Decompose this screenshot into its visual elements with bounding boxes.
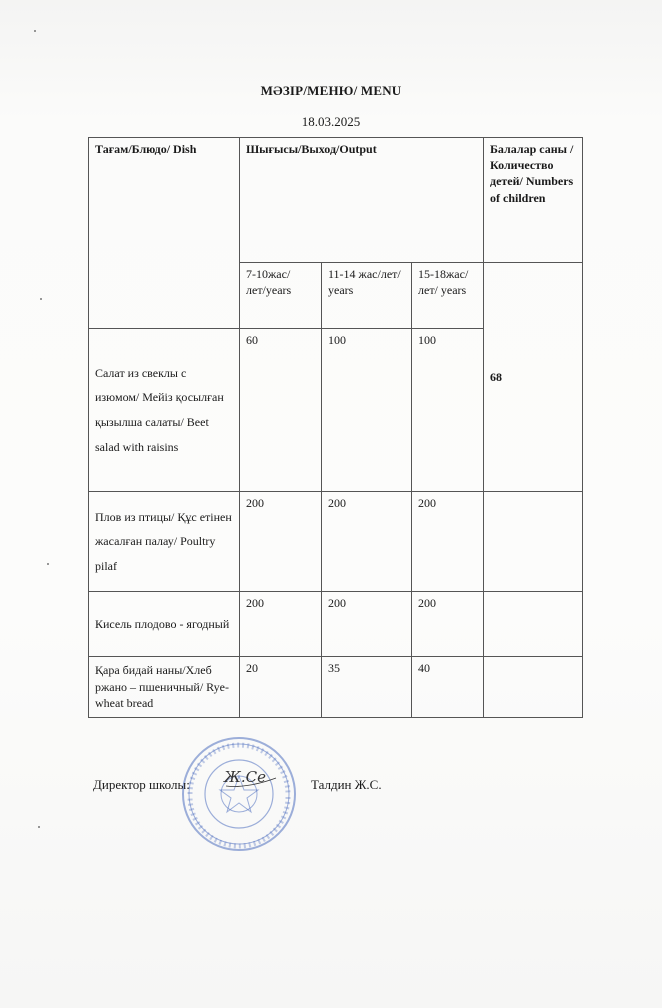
empty-cell [484, 657, 583, 718]
school-stamp-icon [180, 735, 298, 853]
age-group-15-18: 15-18жас/лет/ years [412, 263, 484, 329]
scan-speck [47, 563, 49, 565]
age-group-7-10: 7-10жас/лет/years [240, 263, 322, 329]
table-row [89, 492, 583, 592]
document-date: 18.03.2025 [301, 114, 361, 129]
output-value: 200 [412, 492, 484, 592]
signature-text: Ж.Се [224, 768, 266, 786]
dish-name: Салат из свеклы с изюмом/ Мейіз қосылған қызылша салаты/ Beet salad with raisins [89, 329, 240, 492]
dish-name: Қара бидай наны/Хлеб ржано – пшеничный/ Rye-wheat bread [89, 657, 240, 718]
children-count: 68 [484, 263, 583, 492]
director-label: Директор школы: [93, 777, 190, 792]
table-row [89, 592, 583, 657]
empty-cell [484, 592, 583, 657]
output-value: 200 [322, 592, 412, 657]
header-children: Балалар саны /Количество детей/ Numbers of children [484, 138, 583, 263]
scan-speck [38, 826, 40, 828]
output-value: 200 [240, 592, 322, 657]
output-value: 200 [322, 492, 412, 592]
signature-icon [222, 762, 280, 790]
header-dish: Тағам/Блюдо/ Dish [89, 138, 240, 329]
empty-cell [484, 492, 583, 592]
age-group-11-14: 11-14 жас/лет/ years [322, 263, 412, 329]
menu-table [88, 137, 583, 718]
dish-name: Плов из птицы/ Құс етінен жасалған палау/ Poultry pilaf [89, 492, 240, 592]
dish-name: Кисель плодово - ягодный [89, 592, 240, 657]
document-title: МӘЗІР/МЕНЮ/ MENU [260, 83, 402, 98]
output-value: 35 [322, 657, 412, 718]
output-value: 60 [240, 329, 322, 492]
header-output: Шығысы/Выход/Output [240, 138, 484, 263]
output-value: 40 [412, 657, 484, 718]
table-header-row [89, 138, 583, 263]
output-value: 100 [412, 329, 484, 492]
scan-speck [40, 298, 42, 300]
output-value: 200 [412, 592, 484, 657]
output-value: 100 [322, 329, 412, 492]
output-value: 200 [240, 492, 322, 592]
scan-speck [34, 30, 36, 32]
table-row [89, 657, 583, 718]
output-value: 20 [240, 657, 322, 718]
director-name: Талдин Ж.С. [311, 777, 382, 792]
